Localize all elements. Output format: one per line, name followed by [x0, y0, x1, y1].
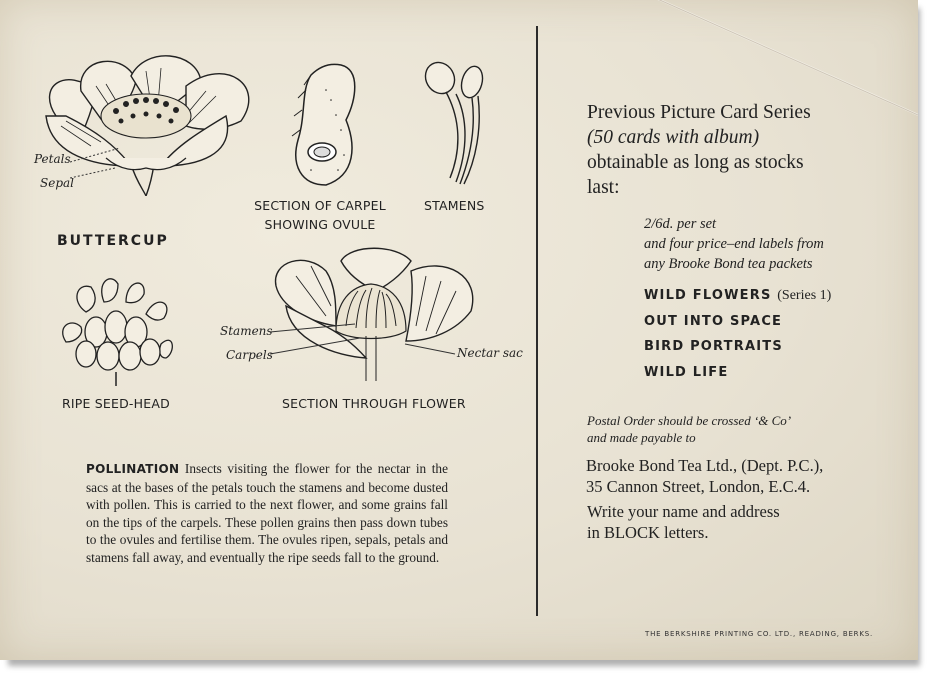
series-item-bird-portraits [644, 339, 884, 365]
series-item-out-into-space [644, 314, 884, 340]
carpel-section-illustration [286, 60, 361, 190]
ripe-seed-head-illustration [56, 272, 176, 387]
series-list [644, 288, 884, 390]
series-name: OUT INTO SPACE [644, 313, 783, 329]
heading-line-2: (50 cards with album) [587, 127, 760, 148]
printer-imprint: THE BERKSHIRE PRINTING CO. LTD., READING, BERKS. [645, 630, 873, 638]
stamens-illustration [420, 58, 490, 188]
write-line-1: Write your name and address [587, 502, 780, 521]
price-line-2: and four price–end labels from [644, 236, 824, 252]
write-line-2: in BLOCK letters. [587, 523, 709, 542]
pollination-text: Insects visiting the flower for the nectar in the sacs at the bases of the petals touch the stamens and become dusted with pollen. This is carried to the next flower, and some grains fall on the tips of the carpels. These pollen grains then pass down tubes to the ovules and fertilise them. The ovules ripen, sepals, petals and stamens fall away, and eventually the ripe seeds fall to the ground. [86, 461, 448, 565]
petals-pointer-line [70, 140, 130, 180]
series-name: WILD LIFE [644, 364, 729, 380]
heading-line-1: Previous Picture Card Series [587, 102, 811, 123]
postal-line-2: and made payable to [587, 430, 696, 445]
pollination-paragraph [86, 460, 448, 566]
carpels-pointer-label: Carpels [226, 348, 273, 362]
ripe-seed-head-caption: RIPE SEED-HEAD [62, 396, 170, 411]
price-info [644, 214, 884, 274]
sepal-label: Sepal [40, 176, 74, 190]
section-pointer-lines [265, 314, 465, 364]
carpel-caption-line2: SHOWING OVULE [264, 217, 376, 232]
stamens-caption: STAMENS [424, 198, 485, 213]
price-line-1: 2/6d. per set [644, 216, 717, 232]
column-divider [536, 26, 538, 616]
write-instructions [587, 501, 887, 543]
heading-line-4: last: [587, 177, 620, 198]
series-item-wild-life [644, 365, 884, 391]
address-line-1: Brooke Bond Tea Ltd., (Dept. P.C.), [586, 456, 824, 475]
buttercup-title: BUTTERCUP [57, 233, 169, 249]
series-name: WILD FLOWERS [644, 288, 772, 303]
price-line-3: any Brooke Bond tea packets [644, 256, 813, 272]
previous-series-heading [587, 100, 887, 200]
carpel-caption-line1: SECTION OF CARPEL [254, 198, 386, 213]
stamens-pointer-label: Stamens [220, 324, 273, 338]
carpel-caption [254, 196, 386, 234]
series-name: BIRD PORTRAITS [644, 339, 783, 354]
pollination-heading: POLLINATION [86, 462, 180, 476]
address-block [586, 455, 896, 497]
postal-line-1: Postal Order should be crossed ‘& Co’ [587, 413, 792, 428]
postal-order-note [587, 412, 887, 446]
series-sub: (Series 1) [777, 288, 832, 303]
address-line-2: 35 Cannon Street, London, E.C.4. [586, 477, 811, 496]
petals-label: Petals [34, 152, 71, 166]
series-item-wild-flowers [644, 288, 884, 314]
heading-line-3: obtainable as long as stocks [587, 152, 804, 173]
section-flower-caption: SECTION THROUGH FLOWER [282, 396, 466, 411]
nectar-sac-label: Nectar sac [457, 346, 523, 360]
